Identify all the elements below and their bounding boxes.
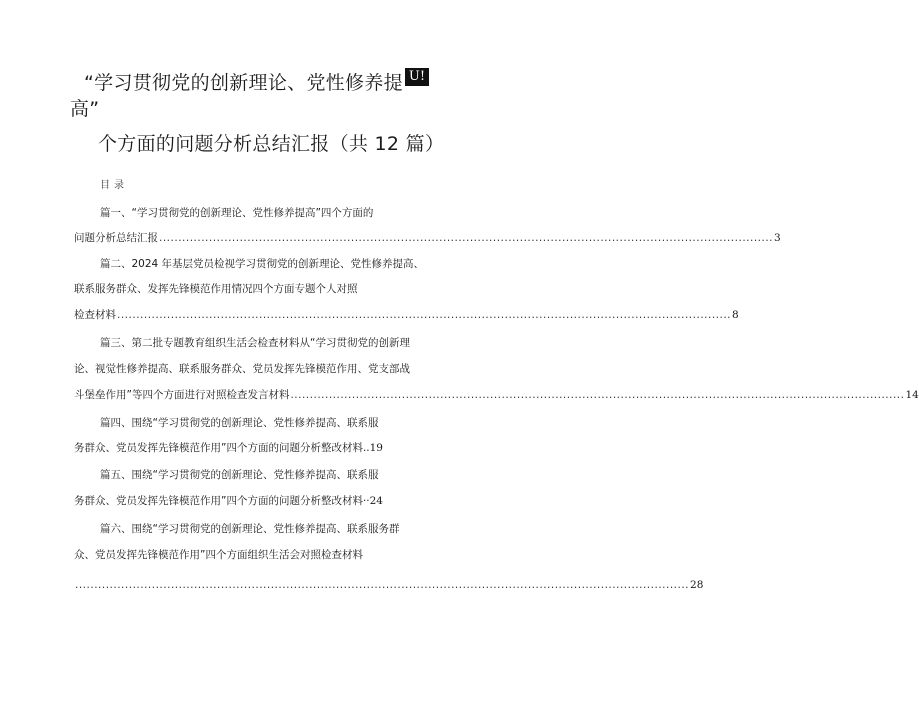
toc-entry-2-page: 8 — [732, 309, 739, 321]
toc-entry-2-line-2[interactable]: 联系服务群众、发挥先锋模范作用情况四个方面专题个人对照 — [74, 283, 358, 295]
toc-entry-6-line-2[interactable]: 众、党员发挥先锋模范作用”四个方面组织生活会对照检查材料 — [74, 549, 363, 561]
toc-entry-3-line-2[interactable]: 论、视觉性修养提高、联系服务群众、党员发挥先锋模范作用、党支部战 — [74, 363, 410, 375]
toc-entry-5-page: 24 — [369, 495, 383, 507]
toc-entry-4-line-1[interactable]: 篇四、围绕“学习贯彻党的创新理论、党性修养提高、联系服 — [100, 417, 379, 429]
toc-entry-1-line-1[interactable]: 篇一、“学习贯彻党的创新理论、党性修养提高”四个方面的 — [100, 207, 374, 219]
document-title-line-3: 个方面的问题分析总结汇报（共 12 篇） — [98, 133, 445, 155]
toc-entry-2-line-1[interactable]: 篇二、2024 年基层党员检视学习贯彻党的创新理论、党性修养提高、 — [100, 258, 425, 270]
toc-entry-3-page: 14 — [905, 389, 919, 401]
toc-entry-5-line-1[interactable]: 篇五、围绕“学习贯彻党的创新理论、党性修养提高、联系服 — [100, 469, 379, 481]
toc-entry-3-line-1[interactable]: 篇三、第二批专题教育组织生活会检查材料从“学习贯彻党的创新理 — [100, 337, 410, 349]
toc-entry-5-line-2[interactable]: 务群众、党员发挥先锋模范作用”四个方面的问题分析整改材料·· 24 — [74, 495, 383, 507]
document-title-line-2: 高” — [70, 98, 100, 120]
toc-entry-1-line-2[interactable]: 问题分析总结汇报 ................................................................................................................................................................ 3 — [74, 232, 781, 244]
document-title-line-1: “学习贯彻党的创新理论、党性修养提 — [84, 72, 403, 94]
toc-entry-2-line-3[interactable]: 检查材料 ................................................................................................................................................................ 8 — [74, 309, 739, 321]
toc-entry-3-line-3[interactable]: 斗堡垒作用”等四个方面进行对照检查发言材料 ................................................................................................................................................................ 14 — [74, 389, 919, 401]
toc-entry-6-line-3[interactable]: ................................................................................................................................................................ 28 — [75, 579, 704, 591]
toc-entry-6-line-1[interactable]: 篇六、围绕“学习贯彻党的创新理论、党性修养提高、联系服务群 — [100, 523, 400, 535]
toc-entry-1-page: 3 — [774, 232, 781, 244]
toc-heading: 目录 — [100, 180, 128, 191]
toc-entry-6-page: 28 — [690, 579, 704, 591]
toc-entry-4-line-2[interactable]: 务群众、党员发挥先锋模范作用”四个方面的问题分析整改材料.. 19 — [74, 442, 383, 454]
logo-badge: U! — [405, 68, 429, 86]
toc-entry-4-page: 19 — [369, 442, 383, 454]
